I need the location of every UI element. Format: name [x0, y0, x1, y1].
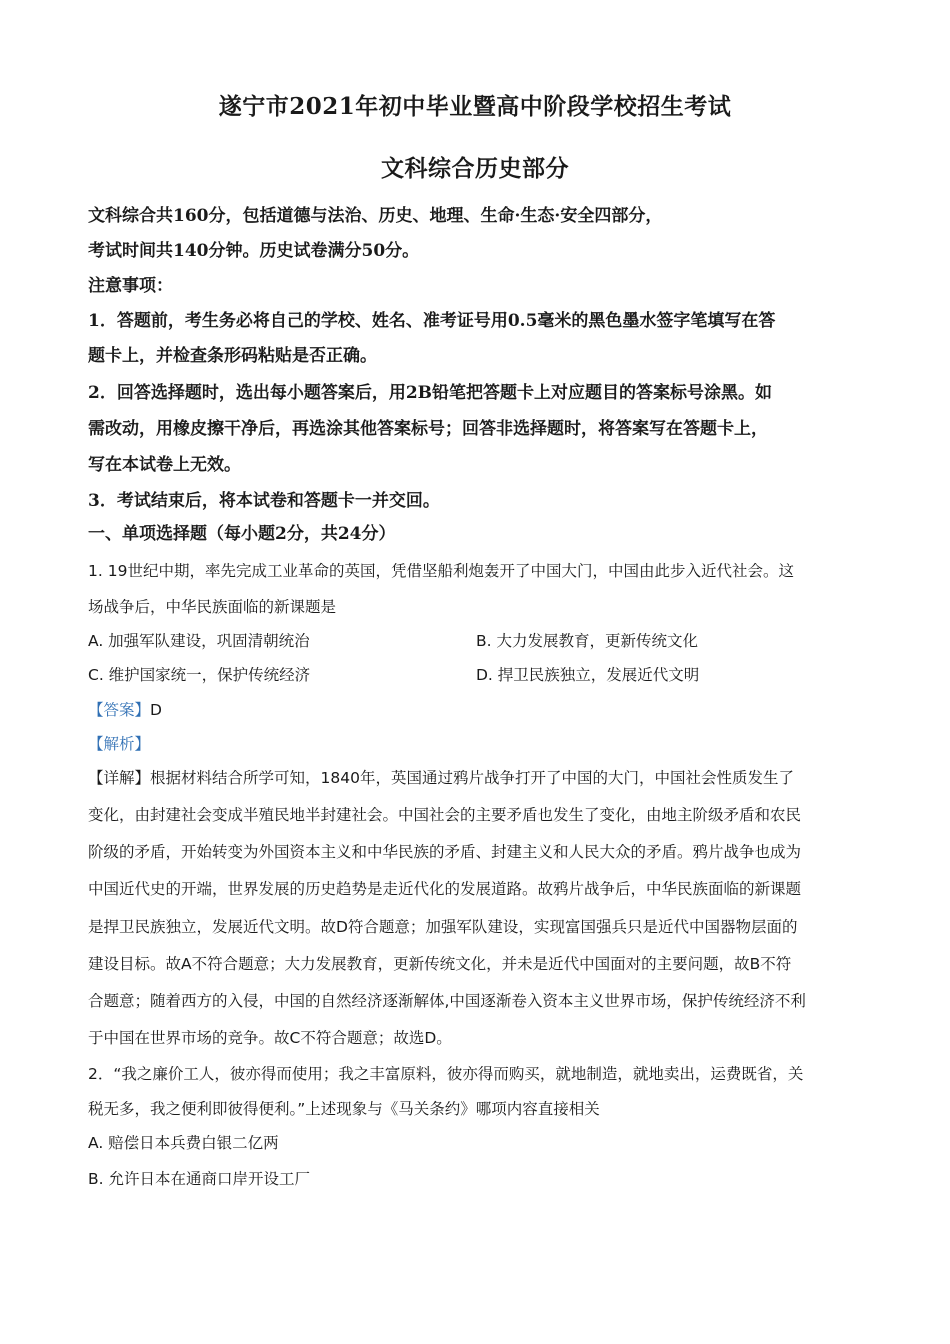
note-2-line-1: 2．回答选择题时，选出每小题答案后，用2B铅笔把答题卡上对应题目的答案标号涂黑。如: [88, 383, 773, 403]
q1-detail-line: 变化，由封建社会变成半殖民地半封建社会。中国社会的主要矛盾也发生了变化，由地主阶级矛盾和农民: [88, 806, 802, 824]
q1-stem-line-1: 1. 19世纪中期，率先完成工业革命的英国，凭借坚船利炮轰开了中国大门，中国由此步入近代社会。这: [88, 562, 794, 580]
q1-detail-line: 合题意；随着西方的入侵，中国的自然经济逐渐解体,中国逐渐卷入资本主义世界市场，保护传统经济不利: [88, 992, 806, 1010]
intro-line-2: 考试时间共140分钟。历史试卷满分50分。: [88, 241, 420, 261]
note-3: 3．考试结束后，将本试卷和答题卡一并交回。: [88, 491, 440, 511]
q2-option-a: A. 赔偿日本兵费白银二亿两: [88, 1134, 279, 1152]
note-2-line-3: 写在本试卷上无效。: [88, 455, 241, 475]
q1-option-d: D. 捍卫民族独立，发展近代文明: [476, 666, 700, 684]
note-1-line-1: 1．答题前，考生务必将自己的学校、姓名、准考证号用0.5毫米的黑色墨水签字笔填写在答: [88, 311, 776, 331]
q1-detail-line: 是捍卫民族独立，发展近代文明。故D符合题意；加强军队建设，实现富国强兵只是近代中国器物层面的: [88, 918, 798, 936]
answer-value: D: [150, 701, 162, 719]
notes-heading: 注意事项：: [88, 276, 173, 296]
q1-detail-line: 建设目标。故A不符合题意；大力发展教育，更新传统文化，并未是近代中国面对的主要问题，故B不符: [88, 955, 792, 973]
section-1-heading: 一、单项选择题（每小题2分，共24分）: [88, 524, 396, 544]
q1-detail-line: 于中国在世界市场的竞争。故C不符合题意；故选D。: [88, 1029, 452, 1047]
exam-subtitle: 文科综合历史部分: [381, 155, 569, 182]
note-1-line-2: 题卡上，并检查条形码粘贴是否正确。: [88, 346, 377, 366]
q1-detail-line: 中国近代史的开端，世界发展的历史趋势是走近代化的发展道路。故鸦片战争后，中华民族面临的新课题: [88, 880, 802, 898]
note-2-line-2: 需改动，用橡皮擦干净后，再选涂其他答案标号；回答非选择题时，将答案写在答题卡上，: [88, 419, 768, 439]
answer-tag: 【答案】: [88, 701, 151, 719]
q2-stem-line-1: 2．“我之廉价工人，彼亦得而使用；我之丰富原料，彼亦得而购买，就地制造，就地卖出，运费既省，关: [88, 1065, 804, 1083]
q2-option-b: B. 允许日本在通商口岸开设工厂: [88, 1170, 310, 1188]
exam-title: 遂宁市2021年初中毕业暨高中阶段学校招生考试: [218, 93, 732, 120]
q1-option-b: B. 大力发展教育，更新传统文化: [476, 632, 698, 650]
q1-stem-line-2: 场战争后，中华民族面临的新课题是: [88, 598, 337, 616]
q1-analysis-tag: 【解析】: [88, 735, 151, 753]
q1-detail-line: 【详解】根据材料结合所学可知，1840年，英国通过鸦片战争打开了中国的大门，中国社会性质发生了: [88, 769, 794, 787]
q1-detail-line: 阶级的矛盾，开始转变为外国资本主义和中华民族的矛盾、封建主义和人民大众的矛盾。鸦片战争也成为: [88, 843, 802, 861]
q2-stem-line-2: 税无多，我之便利即彼得便利。”上述现象与《马关条约》哪项内容直接相关: [88, 1100, 600, 1118]
intro-line-1: 文科综合共160分，包括道德与法治、历史、地理、生命·生态·安全四部分，: [88, 206, 663, 226]
q1-answer: [88, 698, 162, 722]
q1-option-c: C. 维护国家统一，保护传统经济: [88, 666, 311, 684]
q1-option-a: A. 加强军队建设，巩固清朝统治: [88, 632, 310, 650]
